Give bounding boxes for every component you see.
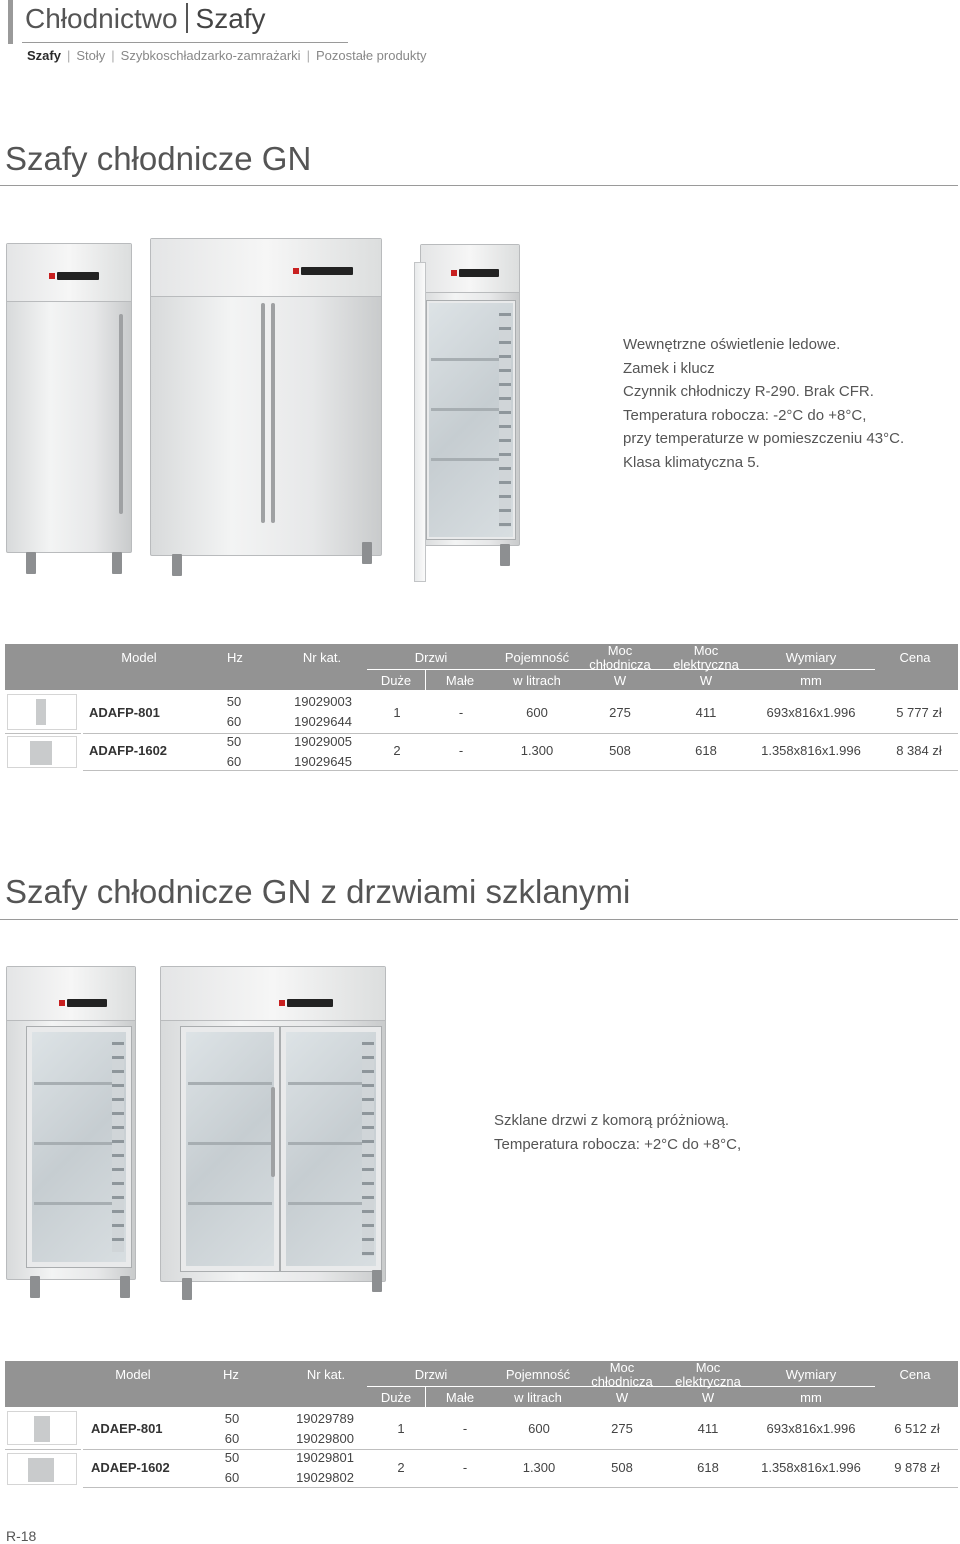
section1-description [623,333,904,474]
glass-door-right [281,1027,381,1271]
th-moc-chl-line2: chłodnicza [589,657,651,672]
dimensions: 693x816x1.996 [766,705,856,720]
catalog-number: 19029801 [296,1450,354,1465]
hz-value: 60 [226,754,242,769]
catalog-number: 19029003 [294,694,352,709]
model-name: ADAEP-801 [91,1421,163,1436]
th-moc-elektryczna [665,644,747,672]
section1-rule [0,185,958,186]
product-thumbnail [7,1453,77,1485]
desc-line: przy temperaturze w pomieszczeniu 43°C. [623,430,905,447]
shelf [34,1202,124,1205]
subnav-divider: | [111,48,115,63]
leg [500,544,510,566]
th-hz: Hz [227,650,243,665]
page-number: R-18 [6,1528,37,1544]
th-moc-chlodnicza [585,644,655,672]
control-panel [7,967,135,1021]
th-hz: Hz [223,1367,239,1382]
capacity: 1.300 [522,1460,556,1475]
catalog-number: 19029800 [296,1431,354,1446]
th-moc-chl-line2: chłodnicza [591,1374,653,1389]
th-nr: Nr kat. [302,650,342,665]
hz-value: 50 [226,734,242,749]
header-separator [186,3,188,33]
control-panel [151,239,381,297]
doors-large: 2 [393,743,401,758]
desc-line: Czynnik chłodniczy R-290. Brak CFR. [623,383,874,400]
th-male: Małe [445,1390,475,1405]
subnav-divider: | [306,48,310,63]
section2-description [494,1109,741,1156]
th-moc-chlodnicza [587,1361,657,1389]
display-icon [287,999,333,1007]
open-door [414,262,426,582]
hz-value: 50 [224,1450,240,1465]
product-image-adafp-801 [6,243,132,553]
price: 6 512 zł [894,1421,940,1436]
header-title [25,0,266,38]
leg [26,552,36,574]
hz-value: 50 [226,694,242,709]
interior [427,301,515,539]
subnav-item-stoly[interactable]: Stoły [76,48,106,63]
th-drzwi: Drzwi [414,650,448,665]
electric-power: 618 [697,1460,719,1475]
th-drzwi: Drzwi [414,1367,448,1382]
control-panel [421,245,519,293]
product-image-open-cabinet [420,244,520,546]
th-duze: Duże [380,1390,412,1405]
th-moc-el-unit: W [701,1390,715,1405]
catalog-number: 19029802 [296,1470,354,1485]
glass-door [27,1027,131,1267]
doors-small: - [458,743,464,758]
row-divider [5,733,81,734]
shelf [188,1202,272,1205]
electric-power: 411 [697,1421,719,1436]
cooling-power: 508 [611,1460,633,1475]
doors-large: 1 [397,1421,405,1436]
th-moc-el-line2: elektryczna [675,1374,741,1389]
th-pojemnosc: Pojemność [504,650,570,665]
page-header [8,0,266,44]
desc-line: Szklane drzwi z komorą próżniową. [494,1112,730,1129]
catalog-number: 19029789 [296,1411,354,1426]
subnav-item-szafy[interactable]: Szafy [27,48,61,63]
doors-small: - [458,705,464,720]
leg [112,552,122,574]
cooling-power: 508 [609,743,631,758]
door-handle [119,314,123,514]
leg [30,1276,40,1298]
th-model: Model [121,650,157,665]
section1-spec-table [5,644,958,772]
th-cena: Cena [899,1367,931,1382]
display-icon [301,267,353,275]
th-moc-el-line1: Moc [695,1360,721,1375]
th-model: Model [115,1367,151,1382]
th-moc-chl-unit: W [615,1390,629,1405]
th-nr: Nr kat. [306,1367,346,1382]
doors-small: - [462,1460,468,1475]
th-cena: Cena [899,650,931,665]
row-divider [5,1449,81,1450]
control-panel [161,967,385,1021]
display-icon [459,269,499,277]
th-moc-chl-line1: Moc [609,1360,635,1375]
th-moc-elektryczna [667,1361,749,1389]
electric-power: 618 [695,743,717,758]
desc-line: Temperatura robocza: +2°C do +8°C, [494,1135,742,1153]
electric-power: 411 [695,705,717,720]
leg [362,542,372,564]
leg [182,1278,192,1300]
hz-value: 60 [224,1470,240,1485]
section2-rule [0,919,958,920]
hz-value: 60 [226,714,242,729]
model-name: ADAFP-1602 [89,743,168,758]
door-handle [271,1087,275,1177]
display-icon [57,272,99,280]
cooling-power: 275 [611,1421,633,1436]
th-mm: mm [800,1390,822,1405]
door-handle [271,303,275,523]
subnav-divider: | [66,48,71,63]
catalog-number: 19029005 [294,734,352,749]
row-divider [83,733,958,734]
header-section: Szafy [195,3,266,34]
cooling-power: 275 [609,705,631,720]
th-moc-chl-line1: Moc [607,643,633,658]
th-wymiary: Wymiary [785,650,837,665]
hz-value: 50 [224,1411,240,1426]
product-thumbnail [7,736,77,768]
section1-title: Szafy chłodnicze GN [5,140,312,177]
product-image-adaep-1602 [160,966,386,1282]
th-moc-chl-unit: W [613,673,627,688]
row-divider [83,1487,958,1488]
desc-line: Klasa klimatyczna 5. [623,453,760,471]
th-pojemnosc: Pojemność [505,1367,571,1382]
catalog-number: 19029645 [294,754,352,769]
dimensions: 1.358x816x1.996 [761,1460,861,1475]
catalog-number: 19029644 [294,714,352,729]
price: 8 384 zł [896,743,942,758]
desc-line: Zamek i klucz [623,359,715,377]
capacity: 600 [526,705,548,720]
th-litry: w litrach [513,673,561,688]
doors-large: 2 [397,1460,405,1475]
dimensions: 693x816x1.996 [766,1421,856,1436]
header-category[interactable]: Chłodnictwo [25,3,178,34]
th-duze: Duże [380,673,412,688]
section2-spec-table [5,1361,958,1489]
subnav-item-szybkoschladzarki[interactable]: Szybkoschładzarko-zamrażarki [120,48,301,63]
th-mm: mm [800,673,822,688]
capacity: 600 [528,1421,550,1436]
model-name: ADAFP-801 [89,705,160,720]
row-divider [83,1449,958,1450]
tray-rail [362,1042,374,1256]
price: 5 777 zł [896,705,942,720]
product-thumbnail [7,1411,77,1445]
th-litry: w litrach [514,1390,562,1405]
shelf [188,1142,272,1145]
product-image-adafp-1602 [150,238,382,556]
th-wymiary: Wymiary [785,1367,837,1382]
subnav-item-pozostale[interactable]: Pozostałe produkty [315,48,427,63]
price: 9 878 zł [894,1460,940,1475]
shelf [188,1082,272,1085]
hz-value: 60 [224,1431,240,1446]
dimensions: 1.358x816x1.996 [761,743,861,758]
leg [172,554,182,576]
product-thumbnail [7,694,77,730]
model-name: ADAEP-1602 [91,1460,170,1475]
leg [372,1270,382,1292]
display-icon [67,999,107,1007]
doors-large: 1 [393,705,401,720]
row-divider [83,770,958,771]
capacity: 1.300 [520,743,554,758]
desc-line: Wewnętrzne oświetlenie ledowe. [623,336,841,353]
sub-navigation [27,48,427,63]
leg [120,1276,130,1298]
doors-small: - [462,1421,468,1436]
th-male: Małe [445,673,475,688]
desc-line: Temperatura robocza: -2°C do +8°C, [623,406,867,424]
section2-title: Szafy chłodnicze GN z drzwiami szklanymi [5,873,631,910]
glass-door-left [181,1027,279,1271]
product-image-adaep-801 [6,966,136,1280]
tray-rail [112,1042,124,1252]
header-underline [22,42,348,43]
tray-rail [499,313,511,527]
shelf [34,1082,124,1085]
th-moc-el-line2: elektryczna [673,657,739,672]
door-handle [261,303,265,523]
control-panel [7,244,131,302]
th-moc-el-line1: Moc [693,643,719,658]
shelf [34,1142,124,1145]
th-moc-el-unit: W [699,673,713,688]
